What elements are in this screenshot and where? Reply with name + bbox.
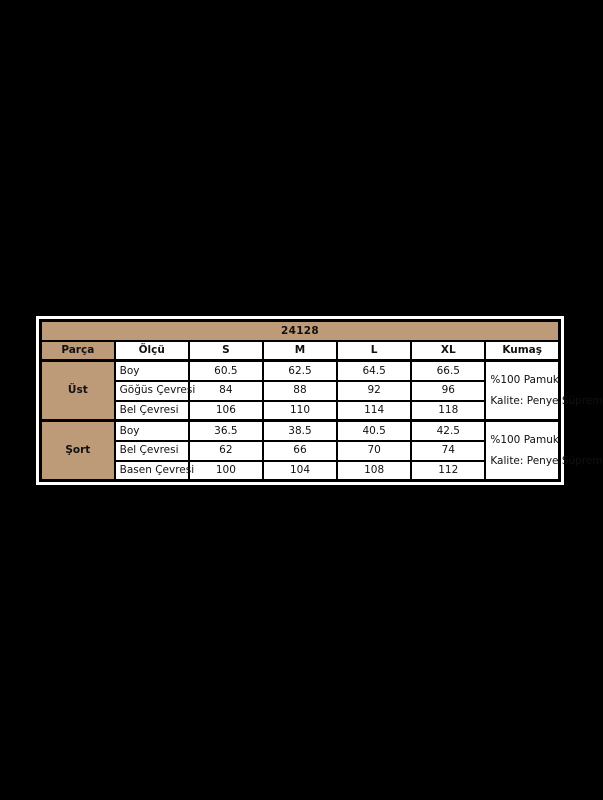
size-value: 84: [189, 381, 263, 401]
table-row: [41, 461, 560, 481]
fabric-info-ust: [485, 361, 603, 421]
measure-label: Boy: [115, 361, 189, 381]
fabric-line-1: %100 Pamuk: [490, 373, 559, 386]
size-value: 38.5: [263, 421, 337, 441]
size-value: 92: [337, 381, 411, 401]
size-value: 110: [263, 401, 337, 421]
size-value: 74: [411, 441, 485, 461]
size-value: 66: [263, 441, 337, 461]
header-olcu: Ölçü: [115, 341, 189, 361]
header-size-xl: XL: [411, 341, 485, 361]
header-size-s: S: [189, 341, 263, 361]
table-row: [41, 381, 560, 401]
size-value: 62: [189, 441, 263, 461]
measure-label: Basen Çevresi: [115, 461, 189, 481]
table-row: [41, 361, 560, 381]
column-header-row: [41, 341, 560, 361]
size-value: 108: [337, 461, 411, 481]
size-value: 106: [189, 401, 263, 421]
size-value: 40.5: [337, 421, 411, 441]
size-value: 64.5: [337, 361, 411, 381]
size-value: 36.5: [189, 421, 263, 441]
size-value: 112: [411, 461, 485, 481]
fabric-line-2: Kalite: Penye Süprem: [490, 455, 603, 467]
table-row: [41, 421, 560, 441]
measure-label: Bel Çevresi: [115, 441, 189, 461]
size-value: 60.5: [189, 361, 263, 381]
header-kumas: Kumaş: [485, 341, 559, 361]
measure-label: Bel Çevresi: [115, 401, 189, 421]
fabric-info-sort: [485, 421, 603, 481]
size-value: 104: [263, 461, 337, 481]
fabric-line-1: %100 Pamuk: [490, 433, 559, 446]
fabric-line-2: Kalite: Penye Süprem: [490, 395, 603, 407]
size-value: 118: [411, 401, 485, 421]
size-value: 100: [189, 461, 263, 481]
section-label-sort: Şort: [41, 421, 115, 481]
title-row: [41, 321, 560, 341]
header-parca: Parça: [41, 341, 115, 361]
size-value: 114: [337, 401, 411, 421]
measure-label: Göğüs Çevresi: [115, 381, 189, 401]
size-chart-panel: [36, 316, 603, 485]
size-value: 96: [411, 381, 485, 401]
header-size-m: M: [263, 341, 337, 361]
table-row: [41, 401, 560, 421]
size-value: 42.5: [411, 421, 485, 441]
measure-label: Boy: [115, 421, 189, 441]
table-row: [41, 441, 560, 461]
size-value: 88: [263, 381, 337, 401]
model-number-cell: 24128: [41, 321, 560, 341]
size-value: 66.5: [411, 361, 485, 381]
header-size-l: L: [337, 341, 411, 361]
section-label-ust: Üst: [41, 361, 115, 421]
size-value: 62.5: [263, 361, 337, 381]
size-value: 70: [337, 441, 411, 461]
size-chart-table: [39, 319, 603, 482]
